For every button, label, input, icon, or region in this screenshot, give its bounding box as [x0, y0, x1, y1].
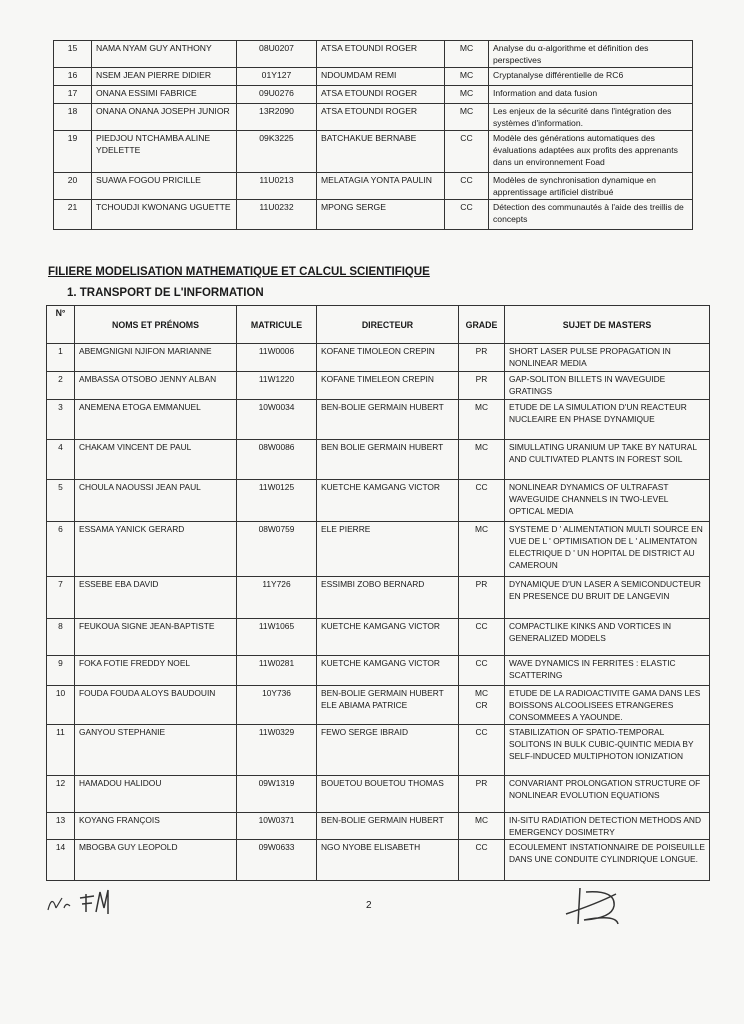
student-name: FOUDA FOUDA ALOYS BAUDOUIN [75, 686, 237, 725]
grade: CC [459, 656, 505, 686]
table-row [54, 131, 693, 173]
directeur: ATSA ETOUNDI ROGER [317, 104, 445, 131]
table-row [47, 372, 710, 400]
student-name: CHOULA NAOUSSI JEAN PAUL [75, 480, 237, 522]
table-row [47, 344, 710, 372]
sujet: SHORT LASER PULSE PROPAGATION IN NONLINEAR MEDIA [505, 344, 710, 372]
matricule: 09K3225 [237, 131, 317, 173]
directeur: BEN BOLIE GERMAIN HUBERT [317, 440, 459, 480]
sujet: Analyse du α-algorithme et définition des perspectives [489, 41, 693, 68]
directeur-line: ELE ABIAMA PATRICE [321, 700, 408, 710]
student-name: NAMA NYAM GUY ANTHONY [92, 41, 237, 68]
table-row [47, 522, 710, 577]
student-name: SUAWA FOGOU PRICILLE [92, 173, 237, 200]
student-name: TCHOUDJI KWONANG UGUETTE [92, 200, 237, 230]
sujet: Modèle des générations automatiques des évaluations adaptées aux profits des apprenants dans un environnement Foad [489, 131, 693, 173]
student-name: FEUKOUA SIGNE JEAN-BAPTISTE [75, 619, 237, 656]
matricule: 08U0207 [237, 41, 317, 68]
sujet: ECOULEMENT INSTATIONNAIRE DE POISEUILLE DANS UNE CONDUITE CYLINDRIQUE LONGUE. [505, 840, 710, 881]
top-table-body [54, 41, 693, 230]
matricule: 09W0633 [237, 840, 317, 881]
student-name: ONANA ONANA JOSEPH JUNIOR [92, 104, 237, 131]
row-number: 10 [47, 686, 75, 725]
row-number: 19 [54, 131, 92, 173]
grade: MC [459, 440, 505, 480]
student-name: PIEDJOU NTCHAMBA ALINE YDELETTE [92, 131, 237, 173]
matricule: 01Y127 [237, 68, 317, 86]
grade: CC [445, 200, 489, 230]
table-row [47, 813, 710, 840]
directeur: ATSA ETOUNDI ROGER [317, 86, 445, 104]
table-row [47, 619, 710, 656]
sujet: COMPACTLIKE KINKS AND VORTICES IN GENERALIZED MODELS [505, 619, 710, 656]
signature [556, 884, 646, 932]
grade: CC [459, 725, 505, 776]
matricule: 11W0329 [237, 725, 317, 776]
grade: MC [445, 68, 489, 86]
directeur: BATCHAKUE BERNABE [317, 131, 445, 173]
row-number: 3 [47, 400, 75, 440]
table-row [47, 840, 710, 881]
header-grade: GRADE [459, 306, 505, 344]
directeur: BEN-BOLIE GERMAIN HUBERT [317, 400, 459, 440]
table-row [47, 480, 710, 522]
sujet: STABILIZATION OF SPATIO-TEMPORAL SOLITONS IN BULK CUBIC-QUINTIC MEDIA BY SELF-INDUCED MULTIPHOTON IONIZATION [505, 725, 710, 776]
matricule: 10Y736 [237, 686, 317, 725]
grade-line: CR [475, 700, 488, 710]
row-number: 20 [54, 173, 92, 200]
grade-line: MC [474, 688, 489, 698]
grade: MC [445, 41, 489, 68]
directeur-line: BEN-BOLIE GERMAIN HUBERT [321, 688, 444, 698]
matricule: 13R2090 [237, 104, 317, 131]
row-number: 8 [47, 619, 75, 656]
student-name: ABEMGNIGNI NJIFON MARIANNE [75, 344, 237, 372]
grade: CC [445, 173, 489, 200]
matricule: 08W0086 [237, 440, 317, 480]
row-number: 7 [47, 577, 75, 619]
row-number: 18 [54, 104, 92, 131]
sujet: DYNAMIQUE D'UN LASER A SEMICONDUCTEUR EN PRESENCE DU BRUIT DE LANGEVIN [505, 577, 710, 619]
student-name: ONANA ESSIMI FABRICE [92, 86, 237, 104]
student-name: FOKA FOTIE FREDDY NOEL [75, 656, 237, 686]
directeur: KOFANE TIMELEON CREPIN [317, 372, 459, 400]
row-number: 15 [54, 41, 92, 68]
sujet: IN-SITU RADIATION DETECTION METHODS AND EMERGENCY DOSIMETRY [505, 813, 710, 840]
matricule: 11W1065 [237, 619, 317, 656]
sujet: Modèles de synchronisation dynamique en apprentissage artificiel distribué [489, 173, 693, 200]
matricule: 11U0213 [237, 173, 317, 200]
main-table-body [47, 344, 710, 881]
matricule: 09U0276 [237, 86, 317, 104]
sujet: Information and data fusion [489, 86, 693, 104]
main-table [46, 305, 710, 881]
row-number: 2 [47, 372, 75, 400]
student-name: GANYOU STEPHANIE [75, 725, 237, 776]
matricule: 11Y726 [237, 577, 317, 619]
grade: CC [445, 131, 489, 173]
header-directeur: DIRECTEUR [317, 306, 459, 344]
matricule: 08W0759 [237, 522, 317, 577]
matricule: 11W0125 [237, 480, 317, 522]
table-row [54, 104, 693, 131]
directeur: ESSIMBI ZOBO BERNARD [317, 577, 459, 619]
row-number: 9 [47, 656, 75, 686]
header-sujet: SUJET DE MASTERS [505, 306, 710, 344]
table-row [47, 776, 710, 813]
row-number: 17 [54, 86, 92, 104]
directeur: NDOUMDAM REMI [317, 68, 445, 86]
row-number: 11 [47, 725, 75, 776]
sujet: Cryptanalyse différentielle de RC6 [489, 68, 693, 86]
row-number: 16 [54, 68, 92, 86]
grade: MC [459, 813, 505, 840]
grade: PR [459, 372, 505, 400]
matricule: 11W1220 [237, 372, 317, 400]
directeur: BOUETOU BOUETOU THOMAS [317, 776, 459, 813]
page-number: 2 [366, 900, 372, 911]
matricule: 09W1319 [237, 776, 317, 813]
matricule: 10W0371 [237, 813, 317, 840]
student-name: ESSAMA YANICK GERARD [75, 522, 237, 577]
student-name: AMBASSA OTSOBO JENNY ALBAN [75, 372, 237, 400]
table-row [54, 173, 693, 200]
directeur: KUETCHE KAMGANG VICTOR [317, 480, 459, 522]
table-row [47, 577, 710, 619]
directeur: NGO NYOBE ELISABETH [317, 840, 459, 881]
grade: CC [459, 840, 505, 881]
student-name: CHAKAM VINCENT DE PAUL [75, 440, 237, 480]
grade: MC [459, 522, 505, 577]
student-name: NSEM JEAN PIERRE DIDIER [92, 68, 237, 86]
sujet: NONLINEAR DYNAMICS OF ULTRAFAST WAVEGUIDE CHANNELS IN TWO-LEVEL OPTICAL MEDIA [505, 480, 710, 522]
sujet: SIMULLATING URANIUM UP TAKE BY NATURAL AND CULTIVATED PLANTS IN FOREST SOIL [505, 440, 710, 480]
grade: PR [459, 776, 505, 813]
grade [459, 686, 505, 725]
sujet: ETUDE DE LA RADIOACTIVITE GAMA DANS LES BOISSONS ALCOOLISEES ETRANGERES CONSOMMEES A YAOUNDE. [505, 686, 710, 725]
table-row [54, 86, 693, 104]
table-row [54, 41, 693, 68]
table-row [47, 725, 710, 776]
row-number: 5 [47, 480, 75, 522]
table-row [47, 686, 710, 725]
student-name: HAMADOU HALIDOU [75, 776, 237, 813]
filiere-title: FILIERE MODELISATION MATHEMATIQUE ET CALCUL SCIENTIFIQUE [48, 266, 430, 278]
row-number: 12 [47, 776, 75, 813]
grade: CC [459, 619, 505, 656]
directeur: MPONG SERGE [317, 200, 445, 230]
grade: PR [459, 344, 505, 372]
directeur: KUETCHE KAMGANG VICTOR [317, 619, 459, 656]
header-n: N° [47, 306, 75, 344]
grade: MC [445, 104, 489, 131]
grade: MC [445, 86, 489, 104]
row-number: 4 [47, 440, 75, 480]
grade: PR [459, 577, 505, 619]
table-row [47, 400, 710, 440]
student-name: KOYANG FRANÇOIS [75, 813, 237, 840]
sujet: Les enjeux de la sécurité dans l'intégration des systèmes d'information. [489, 104, 693, 131]
student-name: MBOGBA GUY LEOPOLD [75, 840, 237, 881]
table-row [54, 200, 693, 230]
grade: CC [459, 480, 505, 522]
matricule: 11U0232 [237, 200, 317, 230]
student-name: ESSEBE EBA DAVID [75, 577, 237, 619]
row-number: 13 [47, 813, 75, 840]
sujet: Détection des communautés à l'aide des treillis de concepts [489, 200, 693, 230]
directeur: MELATAGIA YONTA PAULIN [317, 173, 445, 200]
table-row [47, 656, 710, 686]
header-matricule: MATRICULE [237, 306, 317, 344]
header-name: NOMS ET PRÉNOMS [75, 306, 237, 344]
directeur: KUETCHE KAMGANG VICTOR [317, 656, 459, 686]
initials-signature [44, 884, 134, 920]
sujet: GAP-SOLITON BILLETS IN WAVEGUIDE GRATINGS [505, 372, 710, 400]
sujet: ETUDE DE LA SIMULATION D'UN REACTEUR NUCLEAIRE EN PHASE DYNAMIQUE [505, 400, 710, 440]
top-table [53, 40, 693, 230]
row-number: 14 [47, 840, 75, 881]
grade: MC [459, 400, 505, 440]
matricule: 11W0006 [237, 344, 317, 372]
sujet: SYSTEME D ' ALIMENTATION MULTI SOURCE EN VUE DE L ' OPTIMISATION DE L ' ALIMENTATON ELECTRIQUE D ' UN HOPITAL DE DISTRICT AU CAMEROUN [505, 522, 710, 577]
directeur [317, 686, 459, 725]
table-row [47, 440, 710, 480]
directeur: FEWO SERGE IBRAID [317, 725, 459, 776]
directeur: ELE PIERRE [317, 522, 459, 577]
matricule: 11W0281 [237, 656, 317, 686]
table-row [54, 68, 693, 86]
student-name: ANEMENA ETOGA EMMANUEL [75, 400, 237, 440]
sujet: WAVE DYNAMICS IN FERRITES : ELASTIC SCATTERING [505, 656, 710, 686]
row-number: 6 [47, 522, 75, 577]
directeur: KOFANE TIMOLEON CREPIN [317, 344, 459, 372]
directeur: BEN-BOLIE GERMAIN HUBERT [317, 813, 459, 840]
row-number: 1 [47, 344, 75, 372]
sujet: CONVARIANT PROLONGATION STRUCTURE OF NONLINEAR EVOLUTION EQUATIONS [505, 776, 710, 813]
matricule: 10W0034 [237, 400, 317, 440]
directeur: ATSA ETOUNDI ROGER [317, 41, 445, 68]
row-number: 21 [54, 200, 92, 230]
section-title: 1. TRANSPORT DE L'INFORMATION [67, 287, 264, 299]
